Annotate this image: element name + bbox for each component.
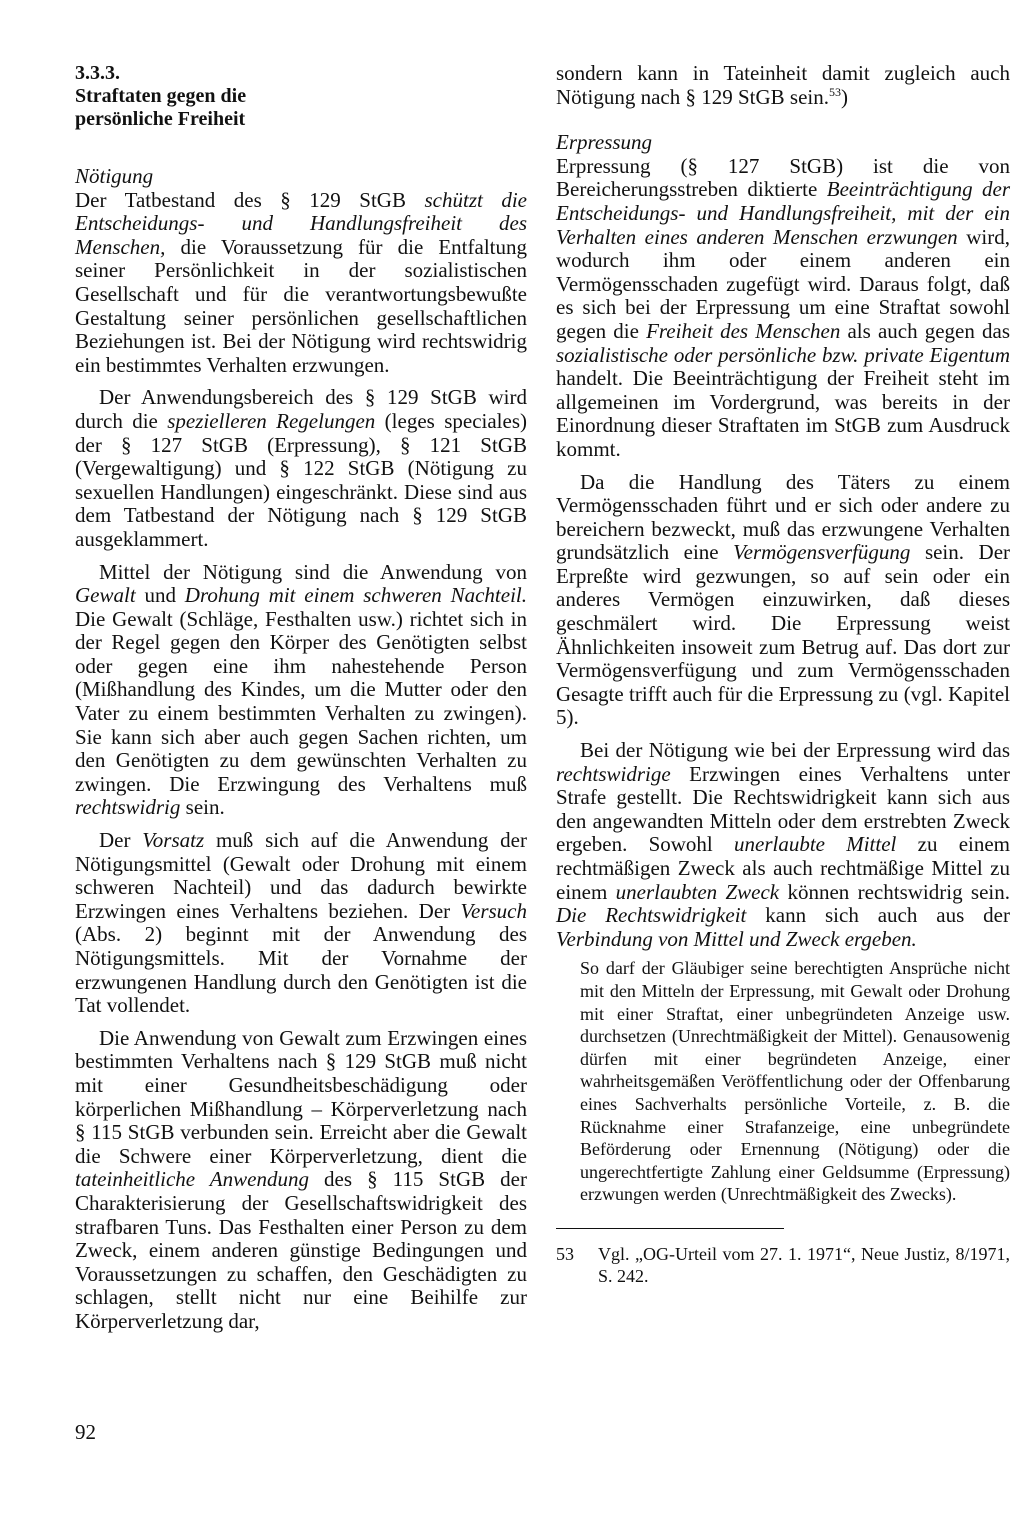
text-span: wird, wodurch ihm oder einem anderen ein Vermögensschaden zugefügt wird. Daraus folgt, daß es sich bei der Erpressung um eine Straftat sowohl gegen die xyxy=(556,224,1010,343)
emphasis: Gewalt xyxy=(75,583,136,608)
text-span: handelt. Die Beeinträchtigung der Freiheit steht im allgemeinen im Vordergrund, was bereits in der Einordnung dieser Straftaten im StGB zum Ausdruck kommt. xyxy=(556,366,1010,461)
paragraph-1 xyxy=(75,189,527,378)
text-span: Erpressung (§ 127 StGB) ist die von Bereicherungsstreben diktierte xyxy=(556,153,1010,202)
paragraph-erpressung-2 xyxy=(556,471,1010,731)
paragraph-5 xyxy=(75,1027,527,1334)
emphasis: Freiheit des Menschen xyxy=(646,318,841,343)
emphasis: tateinheitliche Anwendung xyxy=(75,1167,309,1192)
text-span: Der Anwendungsbereich des § 129 StGB wird durch die xyxy=(75,385,527,433)
page-number: 92 xyxy=(75,1420,96,1444)
text-span: ) xyxy=(841,84,848,109)
text-span: (leges speciales) der § 127 StGB (Erpressung), § 121 StGB (Vergewaltigung) und § 122 StGB (Nötigung zu sexuellen Handlungen) eingeschränkt. Diese sind aus dem Tatbestand der Nötigung nach § 129 StGB ausgeklammert. xyxy=(75,408,527,551)
text-span: sondern kann in Tateinheit damit zugleich auch Nötigung nach § 129 StGB sein. xyxy=(556,61,1010,109)
section-heading xyxy=(75,62,527,131)
text-span: zu einem rechtmäßigen Zweck als auch rechtmäßige Mittel zu einem xyxy=(556,832,1011,904)
text-span: Mittel der Nötigung sind die Anwendung von xyxy=(99,559,527,584)
text-span: Erzwingen eines Verhaltens unter Strafe gestellt. Die Rechtswidrigkeit kann sich aus den angewandten Mitteln oder dem erstrebten Zweck ergeben. Sowohl xyxy=(556,761,1010,857)
text-span: Bei der Nötigung wie bei der Erpressung wird das xyxy=(580,738,1010,763)
emphasis: rechtswidrige xyxy=(556,761,671,786)
text-span: Die Anwendung von Gewalt zum Erzwingen eines bestimmten Verhaltens nach § 129 StGB muß nicht mit einer Gesundheitsbeschädigung oder körperlichen Mißhandlung – Körperverletzung nach § 115 StGB verbunden sein. Erreicht aber die Gewalt die Schwere einer Körperverletzung, dient die xyxy=(75,1025,527,1168)
text-span: Der Tatbestand des § 129 StGB xyxy=(75,187,425,212)
emphasis: rechtswidrig xyxy=(75,795,181,820)
paragraph-3 xyxy=(75,561,527,821)
text-span: können rechtswidrig sein. xyxy=(779,879,1010,904)
footnote-number: 53 xyxy=(556,1243,574,1264)
emphasis: Versuch xyxy=(460,898,527,923)
text-span: Die Gewalt (Schläge, Festhalten usw.) richtet sich in der Regel gegen den Körper des Genötigten selbst oder gegen eine ihm nahestehende Person (Mißhandlung des Kindes, um die Mutter oder den Vater zu einem bestimmten Verhalten zu zwingen). Sie kann sich aber auch gegen Sachen richten, um den Genötigten zu dem gewünschten Verhalten zu zwingen. Die Erzwingung des Verhaltens muß xyxy=(75,606,527,796)
emphasis: Verbindung von Mittel und Zweck ergeben. xyxy=(556,926,917,951)
emphasis: spezielleren Regelungen xyxy=(167,408,376,433)
footnote-divider xyxy=(556,1228,784,1229)
text-span: die Voraussetzung für die Entfaltung seiner Persönlichkeit in der sozialistischen Gesellschaft und für die verantwortungsbewußte Gestaltung seiner persönlichen gesellschaftlichen Beziehungen ist. Bei der Nötigung wird rechtswidrig ein bestimmtes Verhalten erzwungen. xyxy=(75,234,527,377)
paragraph-erpressung-1 xyxy=(556,155,1010,462)
text-span: muß sich auf die Anwendung der Nötigungsmittel (Gewalt oder Drohung mit einem schweren Nachteil) und das dadurch bewirkte Erzwingen eines Verhaltens beziehen. Der xyxy=(75,828,527,923)
footnote xyxy=(556,1243,1010,1287)
emphasis: sozialistische oder persönliche bzw. private Eigentum xyxy=(556,342,1010,367)
emphasis: Drohung mit einem schweren Nachteil. xyxy=(184,583,527,608)
emphasis: Vermögensverfügung xyxy=(733,540,911,565)
subheading-noetigung: Nötigung xyxy=(75,164,154,188)
section-number: 3.3.3. xyxy=(75,62,120,84)
emphasis: Vorsatz xyxy=(142,828,205,853)
emphasis: unerlaubten Zweck xyxy=(615,879,780,904)
footnote-text: Vgl. „OG-Urteil vom 27. 1. 1971“, Neue Justiz, 8/1971, S. 242. xyxy=(598,1243,1010,1286)
text-span: sein. Der Erpreßte wird gezwungen, so auf sein oder ein anderes Vermögen einzuwirken, daß dieses geschmälert wird. Die Erpressung weist Ähnlichkeiten insoweit zum Betrug auf. Das dort zur Vermögensverfügung und zum Vermögensschaden Gesagte trifft auch für die Erpressung zu (vgl. Kapitel 5). xyxy=(556,540,1011,730)
right-column xyxy=(556,62,1010,1287)
emphasis: Beeinträchtigung der Entscheidungs- und Handlungsfreiheit, mit der ein Verhalten eines anderen Menschen erzwungen xyxy=(556,177,1010,249)
text-span: Der xyxy=(99,828,143,853)
text-span: (Abs. 2) beginnt mit der Anwendung des Nötigungsmittels. Mit der Vornahme der erzwungenen Handlung durch den Genötigten ist die Tat vollendet. xyxy=(75,922,527,1018)
section-title-line-1: Straftaten gegen die xyxy=(75,85,247,107)
left-column xyxy=(75,62,527,1334)
subheading-erpressung: Erpressung xyxy=(556,130,653,155)
paragraph-2 xyxy=(75,386,527,551)
emphasis: Die Rechtswidrigkeit xyxy=(556,903,747,928)
emphasis: unerlaubte Mittel xyxy=(734,832,897,857)
text-span: Da die Handlung des Täters zu einem Vermögensschaden führt und er sich oder andere zu bereichern bezweckt, muß das erzwungene Verhalten grundsätzlich eine xyxy=(556,469,1010,565)
text-span: und xyxy=(135,583,185,608)
footnote-reference: 53 xyxy=(829,84,841,99)
paragraph-erpressung-3 xyxy=(556,739,1010,951)
text-span: des § 115 StGB der Charakterisierung der Gesellschaftswidrigkeit des strafbaren Tuns. Das Festhalten einer Person zu dem Zweck, einem anderen günstige Bedingungen und Voraussetzungen zu schaffen, den Geschädigten zu schlagen, stellt nicht nur eine Beihilfe zur Körperverletzung dar, xyxy=(75,1167,527,1333)
paragraph-4 xyxy=(75,829,527,1018)
text-span: kann sich auch aus der xyxy=(746,903,1010,928)
text-span: sein. xyxy=(180,795,225,820)
paragraph-continuation xyxy=(556,62,1010,109)
section-title-line-2: persönliche Freiheit xyxy=(75,108,246,130)
example-small-print: So darf der Gläubiger seine berechtigten Ansprüche nicht mit den Mitteln der Erpressung, mit Gewalt oder Drohung mit einer Straftat, einer unbegründeten Anzeige usw. durchsetzen (Unrechtmäßigkeit der Mittel). Genausowenig dürfen mit einer begründeten Anzeige, einer wahrheitsgemäßen Veröffentlichung oder der Offenbarung eines Sachverhalts persönliche Vorteile, z. B. die Rücknahme einer Strafanzeige, eine unbegründete Beförderung oder Ernennung (Nötigung) oder die ungerechtfertigte Zahlung einer Geldsumme (Erpressung) erzwungen werden (Unrechtmäßigkeit des Zwecks). xyxy=(580,958,1010,1205)
text-span: als auch gegen das xyxy=(840,318,1010,343)
emphasis: schützt die Entscheidungs- und Handlungsfreiheit des Menschen, xyxy=(75,187,527,259)
